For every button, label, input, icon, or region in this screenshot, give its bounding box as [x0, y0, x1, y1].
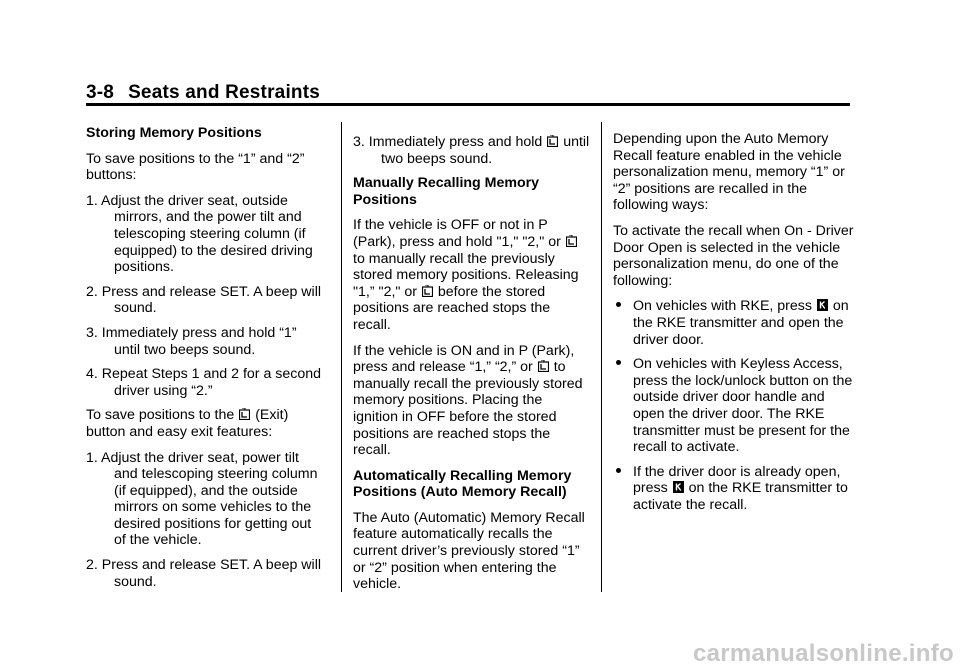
page-header: [86, 82, 320, 104]
paragraph: Depending upon the Auto Memory Recall feature enabled in the vehicle personalization menu, memory “1” or “2” positions are recalled in the following ways:: [613, 131, 845, 214]
page-number: 3-8: [86, 82, 115, 103]
text: On vehicles with Keyless Access, press the lock/unlock button on the outside driver door handle and open the driver door. The RKE transmitter must be present for the recall to activate.: [633, 356, 853, 456]
column-divider: [601, 122, 602, 592]
text: on the RKE transmitter and open the driver door.: [633, 298, 849, 348]
exit-seat-icon: [422, 285, 433, 297]
list-item: 3. Immediately press and hold “1” until two beeps sound.: [86, 324, 297, 358]
unlock-key-icon: [817, 299, 828, 311]
bullet-item: [613, 298, 855, 348]
bullet-item: [613, 356, 855, 456]
section-title: Seats and Restraints: [128, 82, 321, 103]
paragraph: [353, 217, 591, 333]
bullet-icon: [616, 360, 621, 365]
header-rule: [86, 103, 850, 106]
paragraph: To save positions to the “1” and “2” buttons:: [86, 150, 305, 184]
unlock-key-icon: [673, 481, 684, 493]
paragraph: To activate the recall when On - Driver Door Open is selected in the vehicle personalization menu, do one of the following:: [613, 222, 854, 289]
text: before the stored positions are reached stops the recall.: [353, 283, 551, 333]
text: to manually recall the previously stored memory positions. Placing the ignition in OFF before the stored positions are reached stops the recall.: [353, 359, 583, 459]
bullet-icon: [616, 468, 621, 473]
list-item: 1. Adjust the driver seat, power tilt and telescoping steering column (if equipped), and the outside mirrors on some vehicles to the desired positions for getting out of the vehicle.: [86, 449, 318, 549]
text: If the vehicle is OFF or not in P (Park), press and hold "1," "2," or: [353, 217, 561, 250]
paragraph: [86, 407, 326, 440]
paragraph: [353, 343, 591, 459]
text: on the RKE transmitter to activate the recall.: [633, 480, 848, 513]
list-item: [353, 134, 591, 167]
exit-seat-icon: [538, 360, 549, 372]
text: To save positions to the: [86, 407, 235, 424]
column-middle: [353, 134, 591, 602]
text: If the driver door is already open, press: [633, 463, 841, 497]
heading-auto-recall: Automatically Recalling Memory Positions (Auto Memory Recall): [353, 467, 572, 501]
text: to manually recall the previously stored memory positions. Releasing "1,” "2," or: [353, 250, 579, 300]
text: (Exit) button and easy exit features:: [86, 407, 289, 440]
list-item: 1. Adjust the driver seat, outside mirrors, and the power tilt and telescoping steering column (if equipped) to the desired driving positions.: [86, 192, 313, 276]
bullet-icon: [616, 302, 621, 307]
list-item: 2. Press and release SET. A beep will sound.: [86, 557, 322, 590]
paragraph: The Auto (Automatic) Memory Recall feature automatically recalls the current driver’s previously stored “1” or “2” position when entering the vehicle.: [353, 509, 585, 593]
text: until two beeps sound.: [381, 134, 590, 167]
list-item: 4. Repeat Steps 1 and 2 for a second driver using “2.”: [86, 366, 322, 399]
exit-seat-icon: [547, 135, 558, 147]
bullet-item: [613, 464, 855, 514]
list-item: 2. Press and release SET. A beep will sound.: [86, 283, 322, 317]
column-left: [86, 125, 326, 598]
text: On vehicles with RKE, press: [633, 298, 812, 315]
column-divider: [341, 122, 342, 592]
heading-manual-recall: Manually Recalling Memory Positions: [353, 175, 540, 208]
column-right: [613, 131, 855, 521]
text: If the vehicle is ON and in P (Park), press and release “1,” “2,” or: [353, 342, 575, 376]
watermark: carmanualsonline.info: [692, 640, 954, 667]
text: 3. Immediately press and hold: [353, 134, 543, 150]
heading-storing-memory: Storing Memory Positions: [86, 125, 262, 141]
exit-seat-icon: [239, 408, 250, 420]
exit-seat-icon: [566, 235, 577, 247]
